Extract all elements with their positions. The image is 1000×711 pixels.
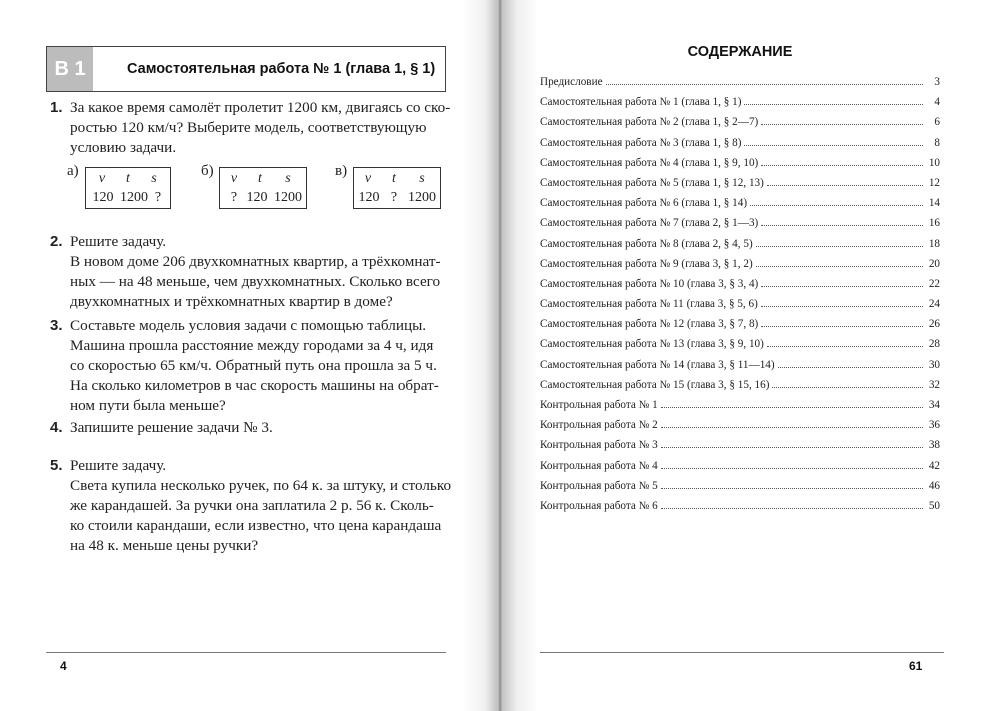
task-text (70, 98, 451, 158)
toc-entry-page: 36 (928, 419, 940, 432)
toc-entry (540, 496, 940, 516)
toc-leader-dots (761, 274, 923, 287)
model-value-cell: 1200 (408, 190, 436, 205)
toc-entry-page: 42 (928, 459, 940, 472)
toc-entry-page: 16 (928, 217, 940, 230)
task-text (70, 316, 448, 416)
toc-entry-page: 20 (928, 257, 940, 270)
toc-entry-page: 18 (928, 237, 940, 250)
task-line: же карандашей. За ручки она заплатила 2 р. 56 к. Сколь- (70, 497, 434, 514)
task-number: 2. (50, 233, 63, 250)
task-line: на 48 к. меньше цены ручки? (70, 537, 259, 554)
toc-entry-page: 32 (928, 378, 940, 391)
toc-entry (540, 314, 940, 334)
toc-entry-title: Контрольная работа № 5 (540, 479, 658, 492)
model-header-cell: t (258, 171, 262, 186)
toc-entry-title: Самостоятельная работа № 10 (глава 3, § 3, 4) (540, 277, 759, 290)
toc-leader-dots (661, 496, 923, 509)
toc-leader-dots (761, 314, 923, 327)
task-text (70, 232, 448, 312)
model-header-cell: s (419, 171, 425, 186)
model-label: в) (335, 163, 348, 179)
toc-entry-title: Самостоятельная работа № 2 (глава 1, § 2—7) (540, 116, 759, 129)
model-header-cell: t (126, 171, 130, 186)
toc-leader-dots (661, 395, 923, 408)
toc-leader-dots (756, 254, 923, 267)
toc-entry (540, 355, 940, 375)
task-line: Решите задачу. (70, 233, 167, 250)
task-number: 5. (50, 457, 63, 474)
task-line: ростью 120 км/ч? Выберите модель, соответствующую (70, 119, 427, 136)
task-line: На сколько километров в час скорость машины на обрат- (70, 377, 439, 394)
table-of-contents (540, 72, 940, 516)
model-table (353, 167, 441, 209)
task-line: Решите задачу. (70, 457, 167, 474)
toc-entry-page: 34 (928, 399, 940, 411)
toc-entry-page: 38 (928, 439, 940, 452)
model-label: б) (201, 163, 214, 179)
toc-entry (540, 415, 940, 435)
task-line: двухкомнатных и трёхкомнатных квартир в доме? (70, 293, 393, 310)
task-text (70, 456, 452, 556)
task-number: 3. (50, 317, 63, 334)
toc-entry (540, 133, 940, 153)
model-table (85, 167, 171, 209)
toc-entry-page: 6 (934, 116, 940, 129)
work-title: Самостоятельная работа № 1 (глава 1, § 1) (127, 61, 436, 77)
toc-leader-dots (756, 234, 923, 247)
toc-entry-title: Самостоятельная работа № 5 (глава 1, § 12, 13) (540, 176, 764, 189)
toc-entry-title: Самостоятельная работа № 9 (глава 3, § 1, 2) (540, 257, 753, 270)
task-number: 1. (50, 99, 63, 116)
toc-entry-title: Самостоятельная работа № 3 (глава 1, § 8) (540, 136, 742, 149)
page-number: 4 (60, 659, 67, 673)
toc-entry-page: 14 (928, 197, 940, 210)
toc-entry (540, 254, 940, 274)
task-number: 4. (50, 419, 63, 436)
task-text (70, 418, 448, 438)
model-options (67, 163, 447, 213)
toc-entry (540, 334, 940, 354)
toc-entry (540, 274, 940, 294)
toc-leader-dots (778, 355, 923, 368)
toc-entry (540, 173, 940, 193)
toc-entry (540, 72, 940, 92)
toc-entry (540, 213, 940, 233)
model-header-cell: v (98, 171, 106, 186)
model-header-cell: s (151, 171, 157, 186)
toc-entry-title: Самостоятельная работа № 15 (глава 3, § 15, 16) (540, 378, 770, 391)
model-header-cell: v (230, 171, 238, 186)
toc-entry-page: 28 (928, 338, 940, 351)
toc-leader-dots (661, 476, 923, 489)
model-value-cell: ? (154, 190, 162, 205)
toc-entry-page: 8 (934, 136, 940, 149)
toc-entry (540, 456, 940, 476)
toc-leader-dots (761, 213, 923, 226)
model-header-cell: t (392, 171, 396, 186)
toc-entry (540, 294, 940, 314)
page-number: 61 (909, 659, 923, 673)
toc-entry-title: Самостоятельная работа № 7 (глава 2, § 1—3) (540, 217, 759, 230)
toc-leader-dots (750, 193, 923, 206)
model-table (219, 167, 307, 209)
toc-leader-dots (767, 173, 923, 186)
toc-leader-dots (761, 294, 923, 307)
toc-entry-page: 3 (934, 76, 940, 88)
toc-entry (540, 153, 940, 173)
task-line: Запишите решение задачи № 3. (70, 419, 273, 436)
model-value-cell: 120 (358, 190, 380, 205)
toc-entry-page: 46 (928, 479, 940, 492)
toc-leader-dots (744, 133, 923, 146)
toc-entry-title: Самостоятельная работа № 12 (глава 3, § 7, 8) (540, 318, 759, 331)
toc-entry (540, 435, 940, 455)
toc-entry-title: Самостоятельная работа № 13 (глава 3, § 9, 10) (540, 338, 764, 351)
toc-entry-title: Контрольная работа № 2 (540, 419, 658, 432)
toc-entry (540, 375, 940, 395)
toc-entry-title: Самостоятельная работа № 11 (глава 3, § 5, 6) (540, 298, 758, 311)
model-value-cell: 120 (92, 190, 114, 205)
toc-entry-title: Самостоятельная работа № 8 (глава 2, § 4, 5) (540, 237, 753, 250)
model-label: а) (67, 163, 79, 179)
toc-title: СОДЕРЖАНИЕ (687, 44, 793, 60)
toc-entry (540, 92, 940, 112)
work-header (46, 46, 446, 92)
toc-entry-title: Предисловие (540, 76, 603, 88)
toc-entry-page: 24 (928, 298, 940, 311)
task-line: ных — на 48 меньше, чем двухкомнатных. Сколько всего (70, 273, 441, 290)
toc-entry-page: 22 (928, 277, 940, 290)
model-header-cell: s (285, 171, 291, 186)
toc-entry-page: 50 (928, 499, 940, 512)
model-value-cell: ? (390, 190, 398, 205)
toc-entry-title: Контрольная работа № 4 (540, 459, 658, 472)
toc-leader-dots (772, 375, 923, 388)
book-gutter (462, 0, 538, 711)
toc-leader-dots (761, 153, 923, 166)
toc-leader-dots (744, 92, 923, 105)
task-line: В новом доме 206 двухкомнатных квартир, а трёхкомнат- (70, 253, 441, 270)
task-line: За какое время самолёт пролетит 1200 км, двигаясь со ско- (70, 99, 451, 116)
model-value-cell: ? (230, 190, 238, 205)
toc-leader-dots (767, 334, 923, 347)
toc-entry-page: 26 (928, 318, 940, 331)
model-value-cell: 1200 (120, 190, 148, 205)
toc-entry-page: 30 (928, 358, 940, 371)
model-header-cell: v (364, 171, 372, 186)
toc-entry (540, 476, 940, 496)
model-value-cell: 1200 (274, 190, 302, 205)
toc-entry-title: Самостоятельная работа № 4 (глава 1, § 9, 10) (540, 156, 759, 169)
task-line: Машина прошла расстояние между городами за 4 ч, идя (70, 337, 434, 354)
toc-entry-page: 10 (928, 156, 940, 169)
toc-entry-page: 12 (928, 176, 940, 189)
toc-entry-title: Самостоятельная работа № 1 (глава 1, § 1) (540, 96, 742, 109)
toc-entry-title: Контрольная работа № 3 (540, 439, 658, 452)
left-page (0, 0, 490, 711)
toc-leader-dots (661, 456, 923, 469)
toc-entry-title: Контрольная работа № 6 (540, 499, 658, 512)
toc-entry-title: Контрольная работа № 1 (540, 399, 658, 411)
task-line: Составьте модель условия задачи с помощью таблицы. (70, 317, 427, 334)
variant-badge: В 1 (47, 47, 93, 91)
toc-entry (540, 112, 940, 132)
toc-leader-dots (761, 112, 923, 125)
task-line: ко стоили карандаши, если известно, что цена карандаша (70, 517, 442, 534)
toc-leader-dots (661, 435, 923, 448)
toc-entry (540, 193, 940, 213)
toc-leader-dots (606, 72, 923, 85)
toc-entry-page: 4 (934, 96, 940, 109)
toc-entry-title: Самостоятельная работа № 14 (глава 3, § 11—14) (540, 358, 775, 371)
footer-rule (540, 652, 944, 653)
toc-entry-title: Самостоятельная работа № 6 (глава 1, § 14) (540, 197, 748, 210)
model-value-cell: 120 (246, 190, 268, 205)
task-line: Света купила несколько ручек, по 64 к. за штуку, и столько (70, 477, 452, 494)
task-line: ном пути была меньше? (70, 397, 226, 414)
task-line: условию задачи. (70, 139, 177, 156)
toc-entry (540, 234, 940, 254)
toc-entry (540, 395, 940, 415)
footer-rule (46, 652, 446, 653)
toc-leader-dots (661, 415, 923, 428)
task-line: со скоростью 65 км/ч. Обратный путь она прошла за 5 ч. (70, 357, 437, 374)
